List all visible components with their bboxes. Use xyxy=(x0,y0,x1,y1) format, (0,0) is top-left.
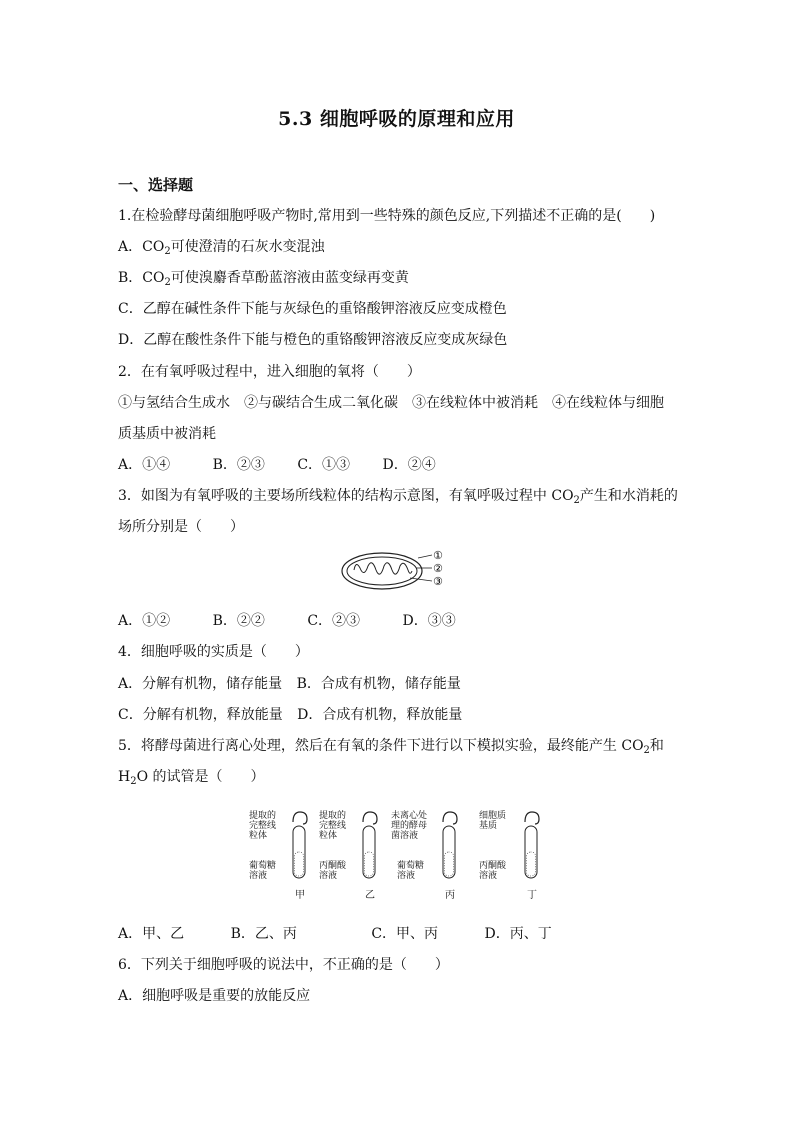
question-1-option-a: A．$CO_2$可使澄清的石灰水变混浊 xyxy=(118,239,325,257)
mitochondrion-diagram xyxy=(340,546,450,594)
question-1-option-c: C．乙醇在碱性条件下能与灰绿色的重铬酸钾溶液反应变成橙色 xyxy=(118,301,507,317)
tube-jia xyxy=(249,809,307,901)
question-5-stem-cont: $H_2O$ 的试管是（ ） xyxy=(118,769,265,787)
question-5-stem: 5．将酵母菌进行离心处理，然后在有氧的条件下进行以下模拟实验，最终能产生 $CO_2$和 xyxy=(118,738,664,756)
question-4-stem: 4．细胞呼吸的实质是（ ） xyxy=(118,644,309,660)
svg-text:粒体: 粒体 xyxy=(249,831,268,841)
svg-text:未离心处: 未离心处 xyxy=(391,811,428,821)
svg-text:溶液: 溶液 xyxy=(249,871,268,881)
question-2-statements-cont: 质基质中被消耗 xyxy=(118,426,216,442)
cristae xyxy=(354,563,412,574)
question-1-stem: 1.在检验酵母菌细胞呼吸产物时,常用到一些特殊的颜色反应,下列描述不正确的是( ) xyxy=(118,208,656,224)
svg-text:完整线: 完整线 xyxy=(319,821,347,831)
section-heading: 一、选择题 xyxy=(118,176,194,194)
tube-bing-label: 丙 xyxy=(445,890,455,901)
question-4-option-a: A．分解有机物，储存能量 xyxy=(118,676,283,692)
test-tubes-figure xyxy=(247,806,557,906)
question-2-options xyxy=(118,456,688,474)
svg-text:提取的: 提取的 xyxy=(319,811,347,821)
question-5-option-b: B．乙、丙 xyxy=(230,926,297,942)
svg-text:溶液: 溶液 xyxy=(319,871,338,881)
question-3-option-c: C．②③ xyxy=(307,613,361,629)
svg-text:溶液: 溶液 xyxy=(397,871,416,881)
svg-text:葡萄糖: 葡萄糖 xyxy=(397,861,425,871)
tube-bing xyxy=(391,809,457,901)
svg-text:细胞质: 细胞质 xyxy=(479,811,507,821)
question-4-option-b: B．合成有机物，储存能量 xyxy=(296,676,461,692)
question-3-stem: 3．如图为有氧呼吸的主要场所线粒体的结构示意图，有氧呼吸过程中 $CO_2$产生和水消耗的 xyxy=(118,488,678,506)
tube-yi xyxy=(319,809,377,901)
svg-text:丙酮酸: 丙酮酸 xyxy=(319,861,347,871)
label-1: ① xyxy=(433,549,443,562)
svg-text:理的酵母: 理的酵母 xyxy=(391,821,428,831)
question-3-option-d: D．③③ xyxy=(402,613,456,629)
question-2-statements: ①与氢结合生成水 ②与碳结合生成二氧化碳 ③在线粒体中被消耗 ④在线粒体与细胞 xyxy=(118,395,664,411)
question-4-options-row-2 xyxy=(118,706,688,724)
question-4-option-d: D．合成有机物，释放能量 xyxy=(297,707,463,723)
question-2-stem: 2．在有氧呼吸过程中，进入细胞的氧将（ ） xyxy=(118,364,421,380)
question-1-option-d: D．乙醇在酸性条件下能与橙色的重铬酸钾溶液反应变成灰绿色 xyxy=(118,332,508,348)
question-3-option-a: A．①② xyxy=(118,613,171,629)
question-2-option-d: D．②④ xyxy=(382,457,436,473)
question-5-option-c: C．甲、丙 xyxy=(371,926,439,942)
svg-text:提取的: 提取的 xyxy=(249,811,277,821)
tube-yi-label: 乙 xyxy=(365,890,375,901)
svg-text:基质: 基质 xyxy=(479,821,498,831)
svg-text:丙酮酸: 丙酮酸 xyxy=(479,861,507,871)
question-5-option-a: A．甲、乙 xyxy=(118,926,185,942)
question-2-option-b: B．②③ xyxy=(212,457,265,473)
question-4-option-c: C．分解有机物，释放能量 xyxy=(118,707,283,723)
svg-text:葡萄糖: 葡萄糖 xyxy=(249,861,277,871)
tube-ding xyxy=(479,809,539,901)
svg-text:完整线: 完整线 xyxy=(249,821,277,831)
label-3: ③ xyxy=(433,575,443,588)
question-3-options xyxy=(118,612,688,630)
label-2: ② xyxy=(433,562,443,575)
question-2-option-c: C．①③ xyxy=(297,457,351,473)
question-6-option-a: A．细胞呼吸是重要的放能反应 xyxy=(118,988,311,1004)
tube-ding-label: 丁 xyxy=(527,890,537,901)
question-4-options-row-1 xyxy=(118,675,688,693)
question-3-stem-cont: 场所分别是（ ） xyxy=(118,519,244,535)
question-5-options xyxy=(118,925,688,943)
question-6-stem: 6．下列关于细胞呼吸的说法中，不正确的是（ ） xyxy=(118,957,449,973)
page-title: 5.3 细胞呼吸的原理和应用 xyxy=(278,108,515,130)
question-2-option-a: A．①④ xyxy=(118,457,171,473)
svg-text:溶液: 溶液 xyxy=(479,871,498,881)
question-3-option-b: B．②② xyxy=(212,613,265,629)
tube-jia-label: 甲 xyxy=(295,890,305,901)
svg-text:菌溶液: 菌溶液 xyxy=(391,831,419,841)
svg-text:粒体: 粒体 xyxy=(319,831,338,841)
question-1-option-b: B．$CO_2$可使溴麝香草酚蓝溶液由蓝变绿再变黄 xyxy=(118,270,409,288)
question-5-option-d: D．丙、丁 xyxy=(484,926,552,942)
